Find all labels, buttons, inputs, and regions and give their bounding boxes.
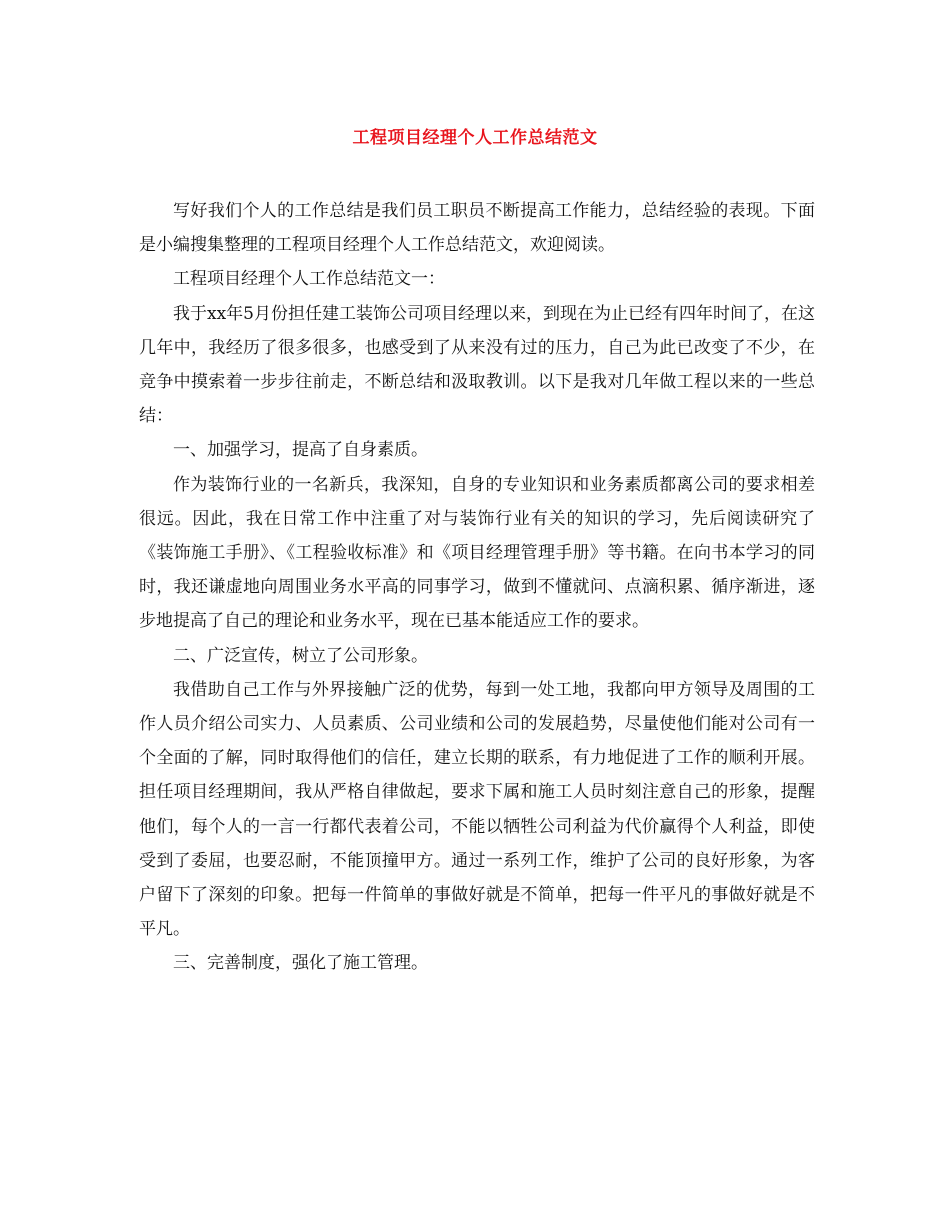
paragraph-section-2: 我借助自己工作与外界接触广泛的优势，每到一处工地，我都向甲方领导及周围的工作人员介绍公司实力、人员素质、公司业绩和公司的发展趋势，尽量使他们能对公司有一个全面的了解，同时取得他们的信任，建立长期的联系，有力地促进了工作的顺利开展。担任项目经理期间，我从严格自律做起，要求下属和施工人员时刻注意自己的形象，提醒他们，每个人的一言一行都代表着公司，不能以牺牲公司利益为代价赢得个人利益，即使受到了委屈，也要忍耐，不能顶撞甲方。通过一系列工作，维护了公司的良好形象，为客户留下了深刻的印象。把每一件简单的事做好就是不简单，把每一件平凡的事做好就是不平凡。 [139, 679, 815, 940]
section-heading-2: 二、广泛宣传，树立了公司形象。 [173, 645, 428, 666]
paragraph-section-1: 作为装饰行业的一名新兵，我深知，自身的专业知识和业务素质都离公司的要求相差很远。因此，我在日常工作中注重了对与装饰行业有关的知识的学习，先后阅读研究了《装饰施工手册》、《工程验收标准》和《项目经理管理手册》等书籍。在向书本学习的同时，我还谦虚地向周围业务水平高的同事学习，做到不懂就问、点滴积累、循序渐进，逐步地提高了自己的理论和业务水平，现在已基本能适应工作的要求。 [139, 474, 815, 632]
document-body [139, 194, 815, 981]
paragraph-background: 我于xx年5月份担任建工装饰公司项目经理以来，到现在为止已经有四年时间了，在这几年中，我经历了很多很多，也感受到了从来没有过的压力，自己为此已改变了不少，在竞争中摸索着一步步往前走，不断总结和汲取教训。以下是我对几年做工程以来的一些总结： [139, 303, 815, 427]
paragraph-subtitle-one: 工程项目经理个人工作总结范文一： [173, 269, 445, 290]
section-heading-3: 三、完善制度，强化了施工管理。 [173, 953, 428, 974]
paragraph-intro: 写好我们个人的工作总结是我们员工职员不断提高工作能力，总结经验的表现。下面是小编搜集整理的工程项目经理个人工作总结范文，欢迎阅读。 [139, 201, 815, 256]
section-heading-1: 一、加强学习，提高了自身素质。 [173, 440, 428, 461]
document-title: 工程项目经理个人工作总结范文 [352, 128, 598, 148]
